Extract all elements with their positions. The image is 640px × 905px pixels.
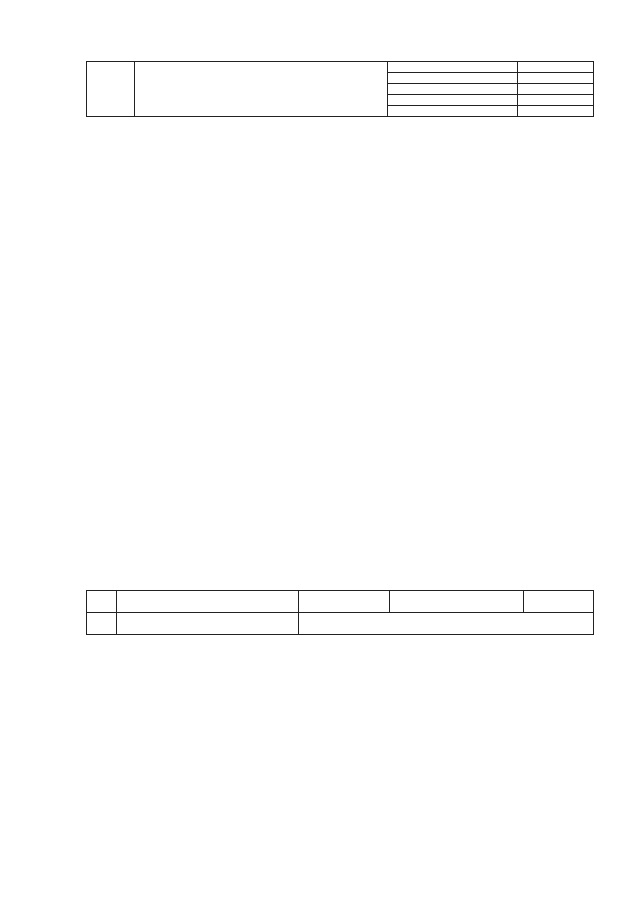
period-cell (388, 62, 518, 73)
value-cell (518, 73, 594, 84)
no-cell (87, 62, 135, 117)
value-cell (518, 95, 594, 106)
value-cell (518, 106, 594, 117)
value-cell (518, 84, 594, 95)
period-cell (388, 106, 518, 117)
period-cell (388, 73, 518, 84)
header-year (390, 591, 524, 613)
header-water (524, 591, 594, 613)
tariff-table-continuation (86, 61, 594, 117)
header-type (298, 591, 390, 613)
table-row (87, 62, 594, 73)
header-no (87, 591, 117, 613)
tariff-table-appendix-2 (86, 590, 594, 635)
org-cell (134, 62, 387, 117)
value-cell (518, 62, 594, 73)
header-org (116, 591, 298, 613)
period-cell (388, 95, 518, 106)
period-cell (388, 84, 518, 95)
subheader (298, 613, 593, 635)
